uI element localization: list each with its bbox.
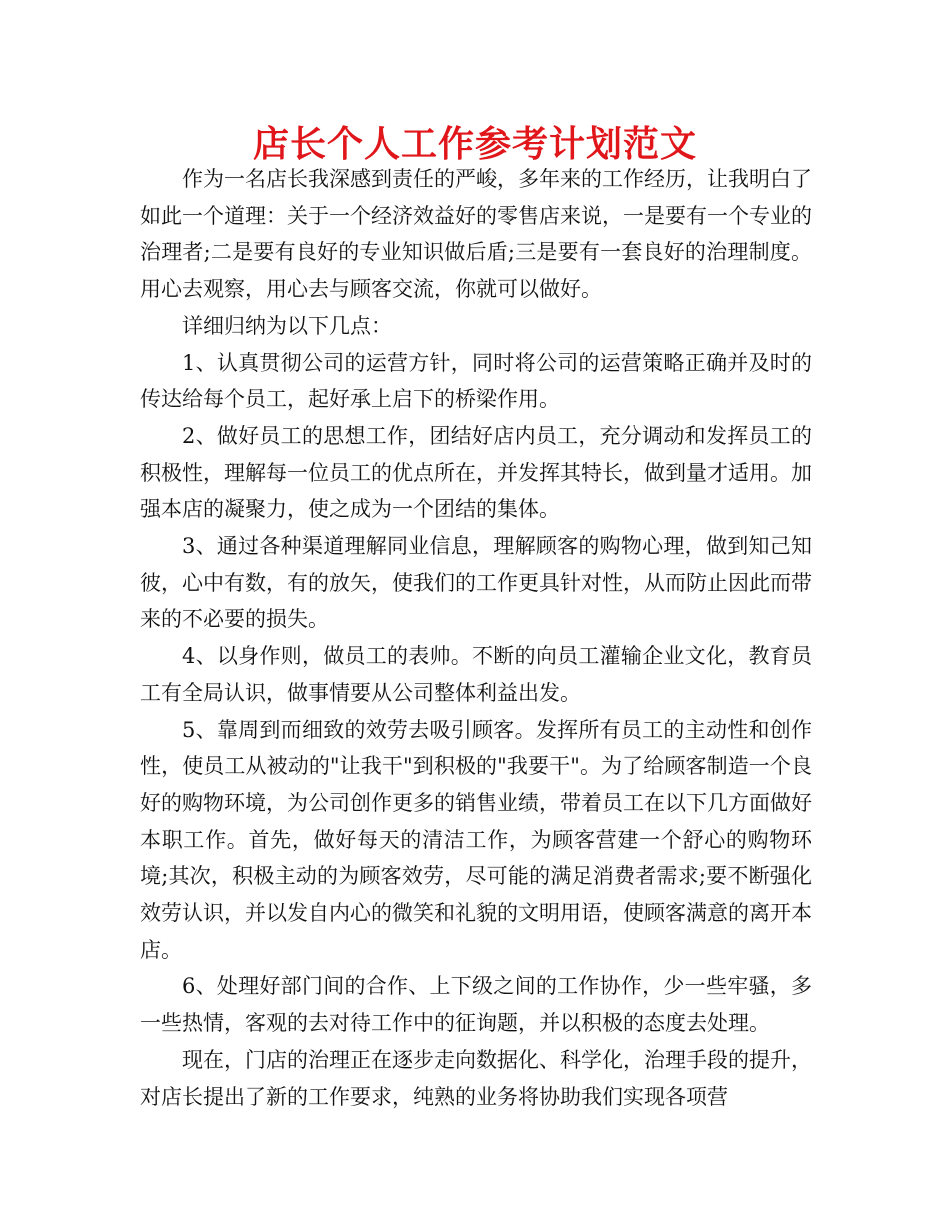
paragraph-summary-lead: 详细归纳为以下几点： <box>182 313 392 338</box>
document-title: 店长个人工作参考计划范文 <box>252 124 697 165</box>
paragraph-point-3: 3、通过各种渠道理解同业信息，理解顾客的购物心理，做到知己知彼，心中有数，有的放矢，使我们的工作更具针对性，从而防止因此而带来的不必要的损失。 <box>140 534 812 632</box>
paragraph-point-6: 6、处理好部门间的合作、上下级之间的工作协作，少一些牢骚，多一些热情，客观的去对待工作中的征询题，并以积极的态度去处理。 <box>140 974 812 1036</box>
paragraph-point-2: 2、做好员工的思想工作，团结好店内员工，充分调动和发挥员工的积极性，理解每一位员工的优点所在，并发挥其特长，做到量才适用。加强本店的凝聚力，使之成为一个团结的集体。 <box>140 423 812 522</box>
document-body <box>140 161 812 1115</box>
paragraph-point-5: 5、靠周到而细致的效劳去吸引顾客。发挥所有员工的主动性和创作性，使员工从被动的"让我干"到积极的"我要干"。为了给顾客制造一个良好的购物环境，为公司创作更多的销售业绩，带着员工在以下几方面做好本职工作。首先，做好每天的清洁工作，为顾客营建一个舒心的购物环境;其次，积极主动的为顾客效劳，尽可能的满足消费者需求;要不断强化效劳认识，并以发自内心的微笑和礼貌的文明用语，使顾客满意的离开本店。 <box>140 717 812 962</box>
paragraph-closing: 现在，门店的治理正在逐步走向数据化、科学化，治理手段的提升，对店长提出了新的工作要求，纯熟的业务将协助我们实现各项营 <box>140 1047 812 1109</box>
paragraph-point-4: 4、以身作则，做员工的表帅。不断的向员工灌输企业文化，教育员工有全局认识，做事情要从公司整体利益出发。 <box>140 644 812 705</box>
paragraph-point-1: 1、认真贯彻公司的运营方针，同时将公司的运营策略正确并及时的传达给每个员工，起好承上启下的桥梁作用。 <box>140 350 812 412</box>
paragraph-intro: 作为一名店长我深感到责任的严峻，多年来的工作经历，让我明白了如此一个道理：关于一个经济效益好的零售店来说，一是要有一个专业的治理者;二是要有良好的专业知识做后盾;三是要有一套良好的治理制度。用心去观察，用心去与顾客交流，你就可以做好。 <box>140 167 812 302</box>
